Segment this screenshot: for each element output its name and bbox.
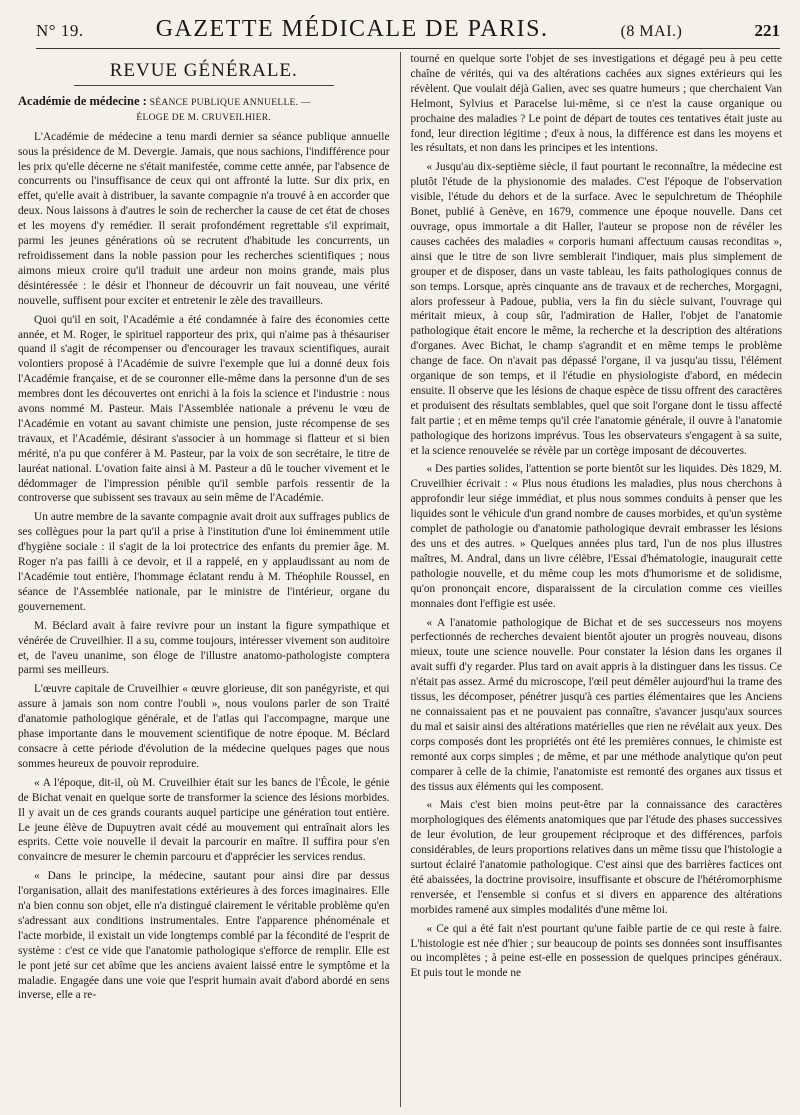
left-paragraph-6: « A l'époque, dit-il, où M. Cruveilhier était sur les bancs de l'École, le génie de Bichat venait en quelque sorte de transformer la science des lésions morbides. Il y avait un de ces grands courants auquel participe une génération tout entière. Le jeune élève de Dupuytren avait cédé au mouvement qui entraînait alors les esprits. Cette voie nouvelle il devait la parcourir en maître. Il suffira pour s'en convaincre de mesurer le chemin parcouru et d'apprécier les services rendus. <box>18 776 390 864</box>
newspaper-title: GAZETTE MÉDICALE DE PARIS. <box>155 16 549 42</box>
issue-date: (8 MAI.) <box>620 23 683 40</box>
left-paragraph-4: M. Béclard avait à faire revivre pour un instant la figure sympathique et vénérée de Cruveilhier. Il a su, comme toujours, intéresser vivement son auditoire et, de l'aveu unanime, son éloge de l'illustre anatomo-pathologiste comptera parmi ses meilleurs. <box>18 619 390 677</box>
left-paragraph-1: L'Académie de médecine a tenu mardi dernier sa séance publique annuelle sous la présidence de M. Devergie. Jamais, que nous sachions, l'indifférence pour les prix qu'elle décerne ne s'était manifestée, comme cette année, par l'absence de concurrents ou l'insuffisance de ceux qui ont affronté la lutte. Sur dix prix, en effet, qu'elle avait à distribuer, la savante compagnie n'a trouvé à en accorder que deux. Nous laissons à d'autres le soin de rechercher la cause de cet état de choses et les moyens d'y remédier. Il serait profondément regrettable s'il exprimait, parmi les jeunes générations où se recrutent d'habitude les concurrents, un refroidissement dans la noble passion pour les recherches scientifiques ; nous aimons mieux croire qu'il traduit une ardeur non moins grande, mais plus désintéressée : le désir et l'honneur de découvrir un fait nouveau, une vérité nouvelle, suffisent pour exciter et entretenir le zèle des travailleurs. <box>18 130 390 307</box>
right-paragraph-1: tourné en quelque sorte l'objet de ses investigations et dégagé peu à peu cette chaîne de vérités, qui va des altérations cachées aux signes extérieurs qui les révèlent. Que voulait déjà Galien, avec ses quatre humeurs ; que cherchaient Van Helmont, Sylvius et Paracelse lui-même, si ce n'est la cause organique ou prochaine des maladies ? Le point de départ de toutes ces tentatives était juste au fond, leur direction légitime ; d'eux à nous, la différence est dans les moyens et les résultats, et non dans les principes et les intentions. <box>410 53 782 155</box>
left-column <box>10 52 401 1107</box>
issue-number: N° 19. <box>36 21 84 40</box>
section-title: REVUE GÉNÉRALE. <box>74 62 334 86</box>
left-paragraph-2: Quoi qu'il en soit, l'Académie a été condamnée à faire des économies cette année, et M. Roger, le spirituel rapporteur des prix, qui n'aime pas à thésauriser quand il s'agit de récompenser ou d'encourager les travaux scientifiques, aurait volontiers proposé à l'Académie de suivre l'exemple que lui a donné deux fois l'Académie française, et de se couronner elle-même dans la personne d'un de ses membres dont les découvertes ont enrichi à la fois la science et l'industrie : nous avons nommé M. Pasteur. Mais l'Assemblée nationale a prévenu le vœu de l'Académie en votant au savant chimiste une pension, juste récompense de ses travaux, et l'Académie, désirant s'associer à un hommage si flatteur et si bien mérité, n'a pu que conférer à M. Pasteur, par la voix de son secrétaire, le titre de lauréat national. L'ovation faite ainsi à M. Pasteur a dû le toucher vivement et le dédommager de l'impression pénible qu'il semble parfois ressentir de la controverse que subissent ses travaux au sein même de l'Académie. <box>18 313 390 505</box>
subhead-session: SÉANCE PUBLIQUE ANNUELLE. — <box>149 97 311 108</box>
page-number: 221 <box>754 21 780 40</box>
right-paragraph-3: « Des parties solides, l'attention se porte bientôt sur les liquides. Dès 1829, M. Cruveilhier écrivait : « Plus nous étudions les maladies, plus nous cherchons à approfondir leur siége immédiat, et plus nous sommes conduits à penser que les liquides sont le véhicule d'un grand nombre de causes morbides, et qu'un système complet de pathologie ou d'anatomie pathologique devrait embrasser les lésions des uns et des autres. » Quelques années plus tard, l'un de nos plus illustres maîtres, M. Andral, dans un livre célèbre, l'Essai d'hématologie, inaugurait cette pathologie nouvelle, et du même coup les mots d'humorisme et de solidisme, qu'on prononçait encore, disparaissent de la circulation comme ces vieilles monnaies dont l'effigie est usée. <box>410 463 782 610</box>
left-paragraph-7: « Dans le principe, la médecine, sautant pour ainsi dire par dessus l'organisation, allait des manifestations extérieures à des forces imaginaires. Elle n'a bien connu son objet, elle n'a distingué clairement le véritable problème qu'en s'adressant aux conditions instrumentales. Entre l'apparence phénoménale et l'acte morbide, il existait un vide longtemps comblé par la fécondité de l'esprit de système : c'est ce vide que l'anatomie pathologique s'efforce de remplir. Elle est le pont jeté sur cet abîme que les anciens avaient laissé entre le symptôme et la maladie. Engagée dans une voie que l'esprit humain avait d'abord abordé en sens inverse, elle a re- <box>18 870 390 1002</box>
masthead <box>36 16 780 49</box>
article-columns <box>10 52 790 1107</box>
subhead-eloge: ÉLOGE DE M. CRUVEILHIER. <box>136 112 272 123</box>
article-subhead <box>18 94 390 111</box>
left-paragraph-5: L'œuvre capitale de Cruveilhier « œuvre glorieuse, dit son panégyriste, et qui assure à jamais son nom contre l'oubli », nous voulons parler de son Traité d'anatomie pathologique générale, et de l'atlas qui l'accompagne, marque une phase importante dans le mouvement scientifique de notre époque. M. Béclard consacre à cette période d'évolution de la médecine quelques pages que nous sommes heureux de pouvoir reproduire. <box>18 683 390 770</box>
right-column <box>401 52 791 1107</box>
right-paragraph-2: « Jusqu'au dix-septième siècle, il faut pourtant le reconnaître, la médecine est plutôt l'étude de la physionomie des malades. C'est l'époque de l'observation visible, l'étude du dehors et de la surface. Avec le sepulchretum de Théophile Bonet, publié à Genève, en 1679, commence une époque nouvelle. Dans cet ouvrage, opus immortale a dit Haller, l'auteur se propose non de révéler les causes cachées des maladies « corporis humani affectuum causas reconditas », ainsi que le titre de son livre semblerait l'indiquer, mais plus simplement de grouper et de disposer, dans un vaste tableau, les faits pathologiques connus de son temps. Lorsque, après cinquante ans de travaux et de recherches, Morgagni, alors professeur à Padoue, publia, vers la fin du siècle suivant, l'ouvrage qui méritait mieux, à coup sûr, l'admiration de Haller, l'objet de l'anatomie pathologique était encore le même, la recherche et la description des altérations d'organes. Avec Bichat, le champ s'agrandit et en même temps le problème change de face. On n'avait pas dépassé l'organe, il va jusqu'au tissu, l'élément organique de son temps, et il l'étudie en physiologiste d'abord, en médecin ensuite. Il observe que les lésions de chaque espèce de tissu offrent des caractères et produisent des résultats semblables, quel que soit l'organe dont le tissu affecté fait partie ; et en même temps qu'il crée l'anatomie générale, il ouvre à l'anatomie pathologique des horizons imprévus. Tous les observateurs s'engagent à sa suite, et la science renouvelée se révèle par un cortège imposant de découvertes. <box>410 161 782 457</box>
right-paragraph-6: « Ce qui a été fait n'est pourtant qu'une faible partie de ce qui reste à faire. L'histologie est née d'hier ; sur beaucoup de points ses données sont insuffisantes ou incomplètes ; à peine est-elle en possession de quelques principes généraux. Et puis tout le monde ne <box>410 922 782 980</box>
subhead-academy: Académie de médecine : <box>18 93 147 108</box>
left-paragraph-3: Un autre membre de la savante compagnie avait droit aux suffrages publics de ses collègues pour la part qu'il a prise à l'institution d'une loi éminemment utile d'hygiène sociale : il s'agit de la loi protectrice des enfants du premier âge. M. Roger n'a pas failli à ce devoir, et il a rappelé, en y applaudissant au nom de l'Académie tout entière, l'hommage éclatant rendu à M. Théophile Roussel, en séance de l'Assemblée nationale, par le ministre de l'intérieur, organe du gouvernement. <box>18 511 390 613</box>
right-paragraph-4: « A l'anatomie pathologique de Bichat et de ses successeurs nos moyens perfectionnés de recherches devaient bientôt ajouter un progrès nouveau, disons mieux, toute une science nouvelle. Pour constater la lésion dans les organes il avait suffi d'y regarder. Plus tard on avait appris à la distinguer dans les tissus. Ce n'était pas assez. Armé du microscope, l'œil peut démêler aujourd'hui la trame des tissus, les décomposer, pénétrer jusqu'à ces parties élémentaires que les Anciens ne connaissaient pas et ne pouvaient pas connaître, s'avancer jusqu'aux sources du mal et saisir ainsi des altérations matérielles que rien ne révélait aux yeux. Des corps composés dont les propriétés ont été les premières connues, le chimiste est remonté aux corps simples ; de même, et par une méthode analytique qu'on peut comparer à celle de la chimie, l'anatomiste est remonté des organes aux tissus et des tissus aux éléments qui les composent. <box>410 616 782 793</box>
right-paragraph-5: « Mais c'est bien moins peut-être par la connaissance des caractères morphologiques des éléments anatomiques que par l'étude des phases successives de leur évolution, de leur groupement réciproque et des différences, parfois considérables, de leurs proportions relatives dans un même tissu que l'histologie a surtout éclairé l'anatomie pathologique. C'est ainsi que des barrières factices ont été abaissées, la doctrine provisoire, insuffisante et obscure de l'hétéromorphisme renversée, et l'ensemble si confus et si divers en apparence des altérations morbides ramené aux simples modalités d'une même loi. <box>410 799 782 916</box>
